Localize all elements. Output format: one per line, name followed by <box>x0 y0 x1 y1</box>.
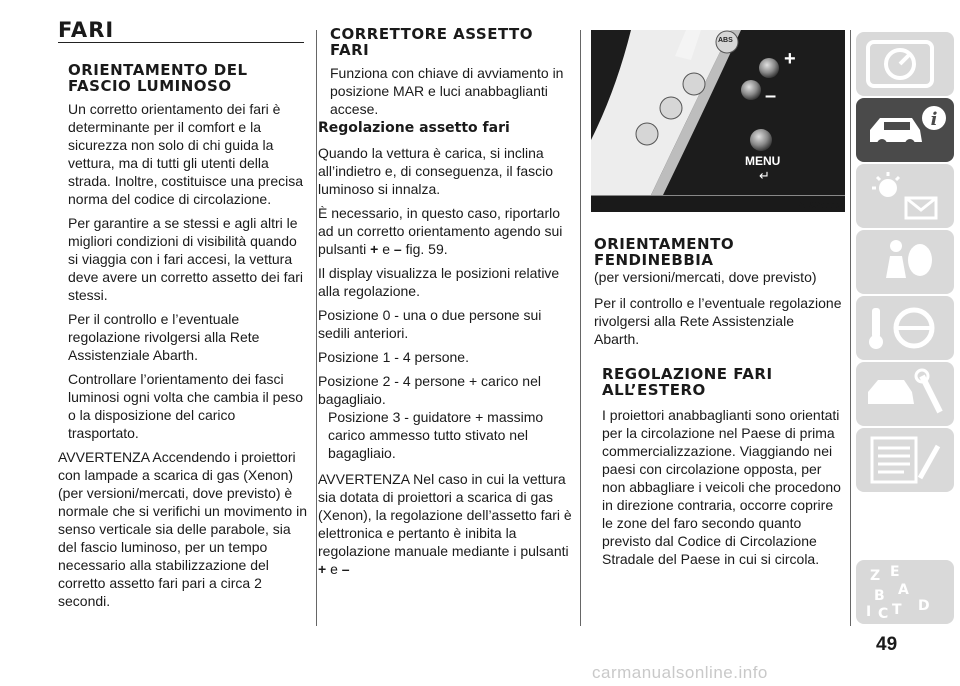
paragraph <box>318 204 576 258</box>
heading-line: ORIENTAMENTO DEL <box>68 61 248 79</box>
page-number: 49 <box>876 634 898 655</box>
heading-line: ORIENTAMENTO <box>594 235 735 253</box>
figure-number: 59 <box>591 200 602 210</box>
heading-line: ALL’ESTERO <box>602 381 706 399</box>
heading-line: FENDINEBBIA <box>594 251 714 269</box>
conjunction: e <box>330 561 338 577</box>
plus-label: + <box>784 48 796 70</box>
svg-text:i: i <box>930 109 938 130</box>
heading-line: CORRETTORE ASSETTO <box>330 25 534 43</box>
abs-label: ABS <box>718 37 733 44</box>
heading-line: FARI <box>330 41 370 59</box>
figure-code: AB0A0002 <box>798 200 843 210</box>
index-letter: I <box>866 604 872 620</box>
sidebar-tab-safety[interactable] <box>856 230 954 294</box>
index-letter: Z <box>870 568 881 584</box>
return-arrow-icon: ↵ <box>759 168 770 183</box>
title-rule <box>58 42 304 43</box>
heading-line: REGOLAZIONE FARI <box>602 365 773 383</box>
car-info-icon <box>856 98 954 162</box>
position-item: Posizione 2 - 4 persone + carico nel bagagliaio. <box>318 373 541 407</box>
sidebar-tab-car-info[interactable] <box>856 98 954 162</box>
section-heading-fendinebbia <box>594 236 842 268</box>
airbag-seat-icon <box>856 230 954 294</box>
index-letter: B <box>874 588 885 604</box>
subheading-regolazione: Regolazione assetto fari <box>318 120 510 136</box>
figure-caption <box>591 195 845 216</box>
paragraph: Per il controllo e l’eventuale regolazione rivolgersi alla Rete Assistenziale Abarth. <box>594 295 842 347</box>
paragraph: Il display visualizza le posizioni relative alla regolazione. <box>318 265 560 299</box>
minus-symbol: – <box>341 561 350 577</box>
column-divider <box>316 30 317 626</box>
paragraph-text: AVVERTENZA Nel caso in cui la vettura sia dotata di proiettori a scarica di gas (Xenon), la regolazione dell’assetto fari è elettronica e pertanto è inibita la regolazione manuale mediante i pulsanti <box>318 471 572 559</box>
column-divider <box>580 30 581 626</box>
position-item: Posizione 0 - una o due persone sui sedili anteriori. <box>318 307 542 341</box>
left-column <box>58 62 308 616</box>
minus-symbol: – <box>393 241 402 257</box>
paragraph: Per il controllo e l’eventuale regolazione rivolgersi alla Rete Assistenziale Abarth. <box>68 311 260 363</box>
sidebar-tab-lights[interactable] <box>856 164 954 228</box>
sidebar-tab-emergency[interactable] <box>856 362 954 426</box>
sun-envelope-icon <box>856 164 954 228</box>
index-letter: T <box>892 602 902 618</box>
sidebar-tab-dashboard[interactable] <box>856 32 954 96</box>
paragraph: Controllare l’orientamento dei fasci luminosi ogni volta che cambia il peso o la disposizione del carico trasportato. <box>68 371 304 441</box>
paragraph: Quando la vettura è carica, si inclina all’indietro e, di conseguenza, il fascio luminoso si innalza. <box>318 145 554 197</box>
sidebar-tab-start[interactable] <box>856 296 954 360</box>
section-heading-orientamento <box>68 62 308 94</box>
conjunction: e <box>382 241 391 257</box>
index-letter: A <box>898 582 909 598</box>
footer-watermark: carmanualsonline.info <box>592 663 768 682</box>
position-item: Posizione 1 - 4 persone. <box>318 349 469 365</box>
sidebar-divider <box>850 30 851 626</box>
sidebar-tab-index[interactable] <box>856 560 954 624</box>
right-column <box>594 236 842 574</box>
menu-label: MENU <box>745 154 781 168</box>
index-letter: D <box>918 598 930 614</box>
note-text: (per versioni/mercati, dove previsto) <box>594 269 817 285</box>
paragraph: I proiettori anabbaglianti sono orientati per la circolazione nel Paese di prima commercializzazione. Viaggiando nei paesi con circolazione opposta, per non abbagliare i veicoli che procedono in direzione contraria, occorre coprire le zone del faro secondo quanto previsto dal Codice di Circolazione Stradale del Paese in cui si circola. <box>602 407 841 567</box>
index-letter: E <box>890 564 900 580</box>
paragraph-text: È necessario, in questo caso, riportarlo ad un corretto orientamento agendo sui pulsanti <box>318 205 563 257</box>
minus-label: – <box>765 85 777 107</box>
paragraph: Per garantire a se stessi e agli altri le migliori condizioni di visibilità quando si viaggia con i fari accesi, la vettura deve avere un corretto assetto dei fari stessi. <box>68 215 304 303</box>
dashboard-gauge-icon <box>856 32 954 96</box>
dashboard-buttons-illustration <box>591 30 845 195</box>
sidebar-tab-technical-data[interactable] <box>856 428 954 492</box>
warning-paragraph: AVVERTENZA Accendendo i proiettori con lampade a scarica di gas (Xenon) (per versioni/mercati, dove previsto) è normale che si verifichi un movimento in senso verticale sia delle parabole, sia del fascio luminoso, per un tempo necessario alla stabilizzazione del corretto assetto fari pari a circa 2 secondi. <box>58 449 307 609</box>
alphabet-index-icon <box>856 560 954 624</box>
paragraph: Funziona con chiave di avviamento in posizione MAR e luci anabbaglianti accese. <box>330 65 564 117</box>
middle-column <box>318 26 576 584</box>
figure-reference: fig. 59. <box>405 241 448 257</box>
index-letter: C <box>878 606 889 622</box>
data-list-icon <box>856 428 954 492</box>
section-heading-correttore <box>330 26 576 58</box>
plus-symbol: + <box>370 241 379 257</box>
paragraph: Un corretto orientamento dei fari è determinante per il comfort e la sicurezza non solo di chi guida la vettura, ma di tutti gli utenti della strada. Inoltre, costituisce una precisa norma del codice di circolazione. <box>68 101 304 207</box>
heading-line: FASCIO LUMINOSO <box>68 77 232 95</box>
key-steering-wheel-icon <box>856 296 954 360</box>
figure-59-illustration <box>591 30 845 212</box>
plus-symbol: + <box>318 561 327 577</box>
page-title: FARI <box>58 18 115 42</box>
position-item: Posizione 3 - guidatore + massimo carico ammesso tutto stivato nel bagagliaio. <box>328 409 544 461</box>
section-heading-regolazione-estero <box>602 366 842 398</box>
warning-paragraph <box>318 470 576 578</box>
car-wrench-icon <box>856 362 954 426</box>
